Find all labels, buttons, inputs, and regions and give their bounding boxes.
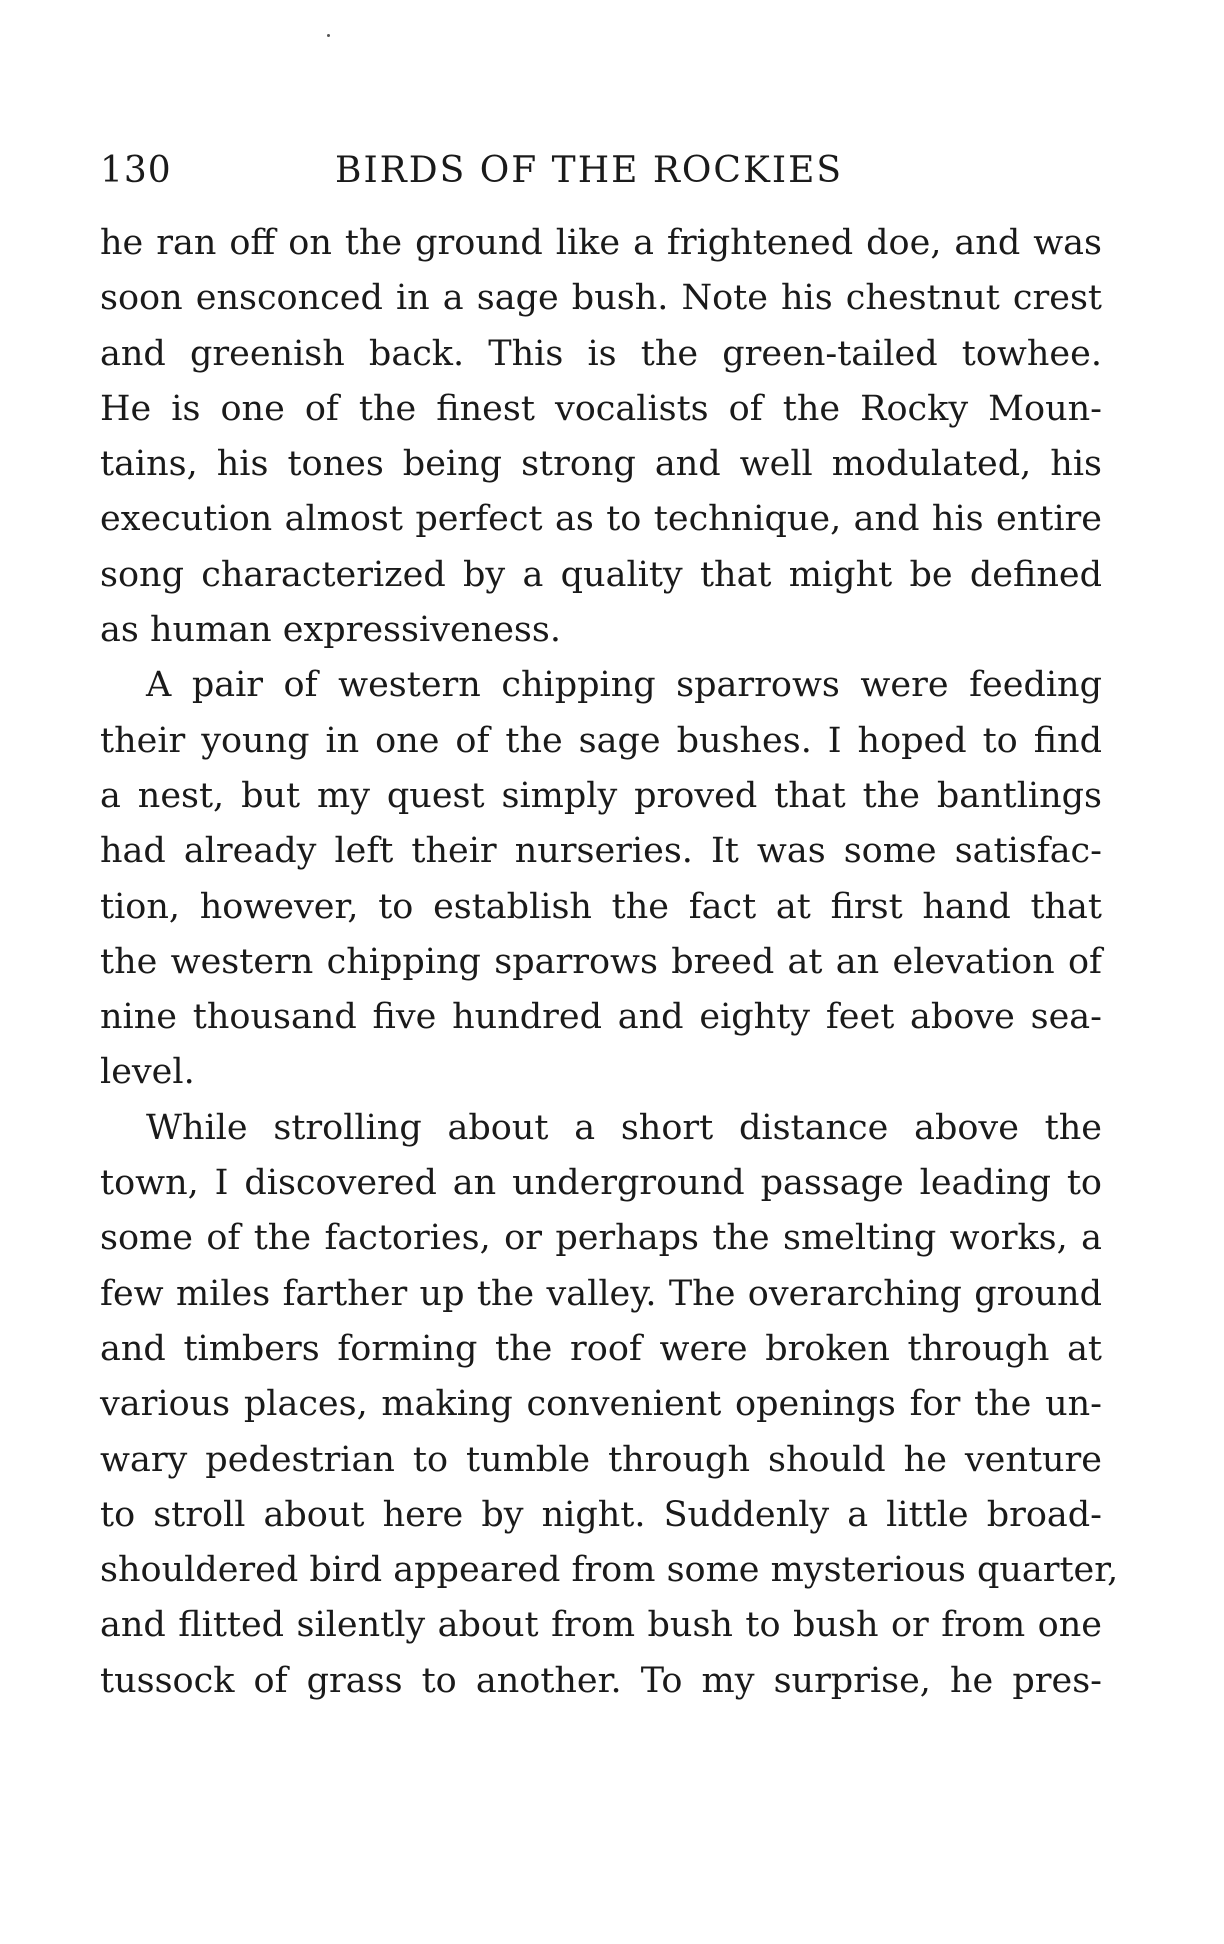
text-line: the western chipping sparrows breed at an elevation of: [100, 941, 1102, 982]
text-line: He is one of the finest vocalists of the Rocky Moun-: [100, 388, 1102, 429]
text-line: tussock of grass to another. To my surprise, he pres-: [100, 1660, 1102, 1701]
text-line: tains, his tones being strong and well modulated, his: [100, 444, 1102, 485]
text-line: few miles farther up the valley. The overarching ground: [100, 1273, 1102, 1314]
text-line: wary pedestrian to tumble through should he venture: [100, 1439, 1102, 1480]
running-title: BIRDS OF THE ROCKIES: [335, 150, 844, 191]
text-line: to stroll about here by night. Suddenly a little broad-: [100, 1494, 1102, 1535]
body-text: [100, 216, 1119, 1709]
text-line: as human expressiveness.: [100, 610, 561, 651]
text-line: and timbers forming the roof were broken through at: [100, 1328, 1102, 1369]
text-line: and flitted silently about from bush to bush or from one: [100, 1605, 1102, 1646]
text-line: their young in one of the sage bushes. I hoped to find: [100, 720, 1102, 761]
text-line: A pair of western chipping sparrows were feeding: [146, 665, 1102, 706]
text-line: tion, however, to establish the fact at first hand that: [100, 886, 1102, 927]
running-head: [100, 150, 1102, 214]
text-line: song characterized by a quality that might be defined: [100, 554, 1102, 595]
page-number: 130: [100, 150, 172, 191]
text-line: various places, making convenient openings for the un-: [100, 1384, 1102, 1425]
ink-speck: [327, 34, 330, 37]
book-page: [100, 150, 1119, 1709]
text-line: nine thousand five hundred and eighty feet above sea-: [100, 997, 1102, 1038]
text-line: he ran off on the ground like a frightened doe, and was: [100, 223, 1102, 263]
text-line: execution almost perfect as to technique, and his entire: [100, 499, 1102, 540]
text-line: a nest, but my quest simply proved that the bantlings: [100, 775, 1102, 816]
paragraph-2: [100, 658, 1102, 1100]
paragraph-3: [100, 1101, 1119, 1709]
paragraph-1: [100, 216, 1102, 658]
text-line: level.: [100, 1052, 195, 1093]
text-line: some of the factories, or perhaps the smelting works, a: [100, 1218, 1102, 1259]
text-line: had already left their nurseries. It was some satisfac-: [100, 831, 1102, 872]
text-line: town, I discovered an underground passage leading to: [100, 1163, 1102, 1204]
text-line: shouldered bird appeared from some mysterious quarter,: [100, 1550, 1119, 1591]
text-line: and greenish back. This is the green-tailed towhee.: [100, 333, 1102, 374]
text-line: While strolling about a short distance above the: [146, 1107, 1102, 1148]
text-line: soon ensconced in a sage bush. Note his chestnut crest: [100, 278, 1102, 319]
